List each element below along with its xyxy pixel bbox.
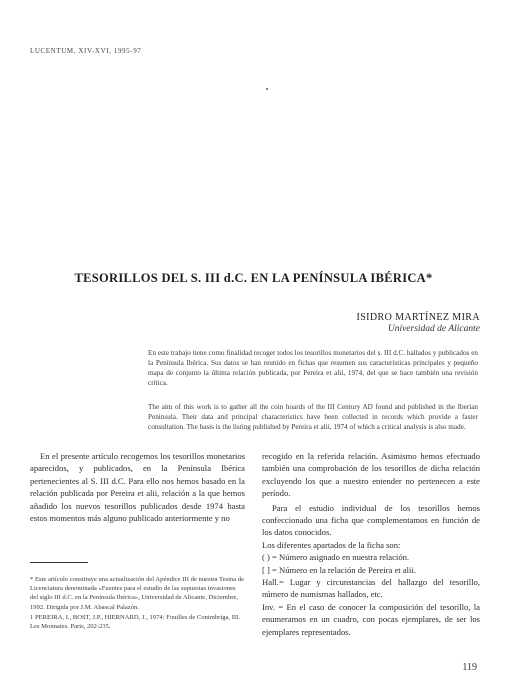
footnotes	[30, 575, 245, 632]
body-paragraph: Para el estudio individual de los tesorillos hemos confeccionado una ficha que complementamos en función de los datos conocidos.	[262, 502, 480, 538]
author-affiliation: Universidad de Alicante	[387, 324, 480, 334]
journal-header: LUCENTUM, XIV-XVI, 1995-97	[30, 47, 142, 55]
body-column-right	[262, 450, 480, 638]
field-definition: Hall.= Lugar y circunstancias del hallazgo del tesorillo, número de numismas hallados, etc.	[262, 577, 480, 600]
fields-intro: Los diferentes apartados de la ficha son:	[262, 539, 401, 550]
page-number: 119	[462, 662, 477, 673]
footnote: 1 PEREIRA, I., BOST, J.P., HIERNARD, J., 1974: Fouilles de Conimbriga, III. Les Monnaies. Paris, 202-235.	[30, 613, 240, 631]
field-definition: [ ] = Número en la relación de Pereira et alii.	[262, 564, 416, 575]
body-paragraph: En el presente artículo recogemos los tesorillos monetarios aparecidos, y publicados, en la Península Ibérica pertenecientes al S. III d.C. Para ello nos hemos basado en la relación publicada por Pereira et alii, relación a la que hemos añadido los nuevos tesorillos publicados desde 1974 hasta estos momentos más alguno publicado anteriormente y no	[30, 451, 245, 524]
field-definition: Inv. = En el caso de conocer la composición del tesorillo, la enumeramos en un cuadro, con pocas ejemplares, de ser los ejemplares representados.	[262, 601, 480, 637]
print-mark	[266, 88, 268, 90]
article-title: TESORILLOS DEL S. III d.C. EN LA PENÍNSULA IBÉRICA*	[74, 271, 433, 285]
author-name: ISIDRO MARTÍNEZ MIRA	[356, 312, 480, 323]
body-paragraph-continuation: recogido en la referida relación. Asimismo hemos efectuado también una comprobación de los tesorillos de dicha relación excluyendo los que a nuestro entender no pertenecen a este período.	[262, 451, 480, 499]
body-column-left	[30, 450, 245, 524]
footnote-divider	[30, 562, 88, 563]
abstract-spanish: En este trabajo tiene como finalidad recoger todos los tesorillos monetarios del s. III d.C. hallados y publicados en la Península Ibérica. Sus datos se han reunido en fichas que resumen sus características principales y pequeño mapa de conjunto la última relación publicada, por Pereira et alii, 1974, del que se hace también una revisión crítica.	[148, 349, 478, 387]
abstract-english: The aim of this work is to gather all the coin hoards of the III Century AD found and published in the Iberian Peninsula. Their data and principal characteristics have been collected in records which provide a faster consultation. The basis is the listing published by Pereira et alii, 1974 of which a critical analysis is also made.	[148, 403, 478, 431]
field-definition: ( ) = Número asignado en nuestra relación.	[262, 552, 410, 563]
footnote: * Este artículo constituye una actualización del Apéndice III de nuestra Tesina de Licenciatura denominada «Fuentes para el estudio de las supuestas invasiones del siglo III d.C. en la Península Ibérica», Universidad de Alicante, Diciembre, 1992. Dirigida por J.M. Abascal Palazón.	[30, 576, 244, 611]
